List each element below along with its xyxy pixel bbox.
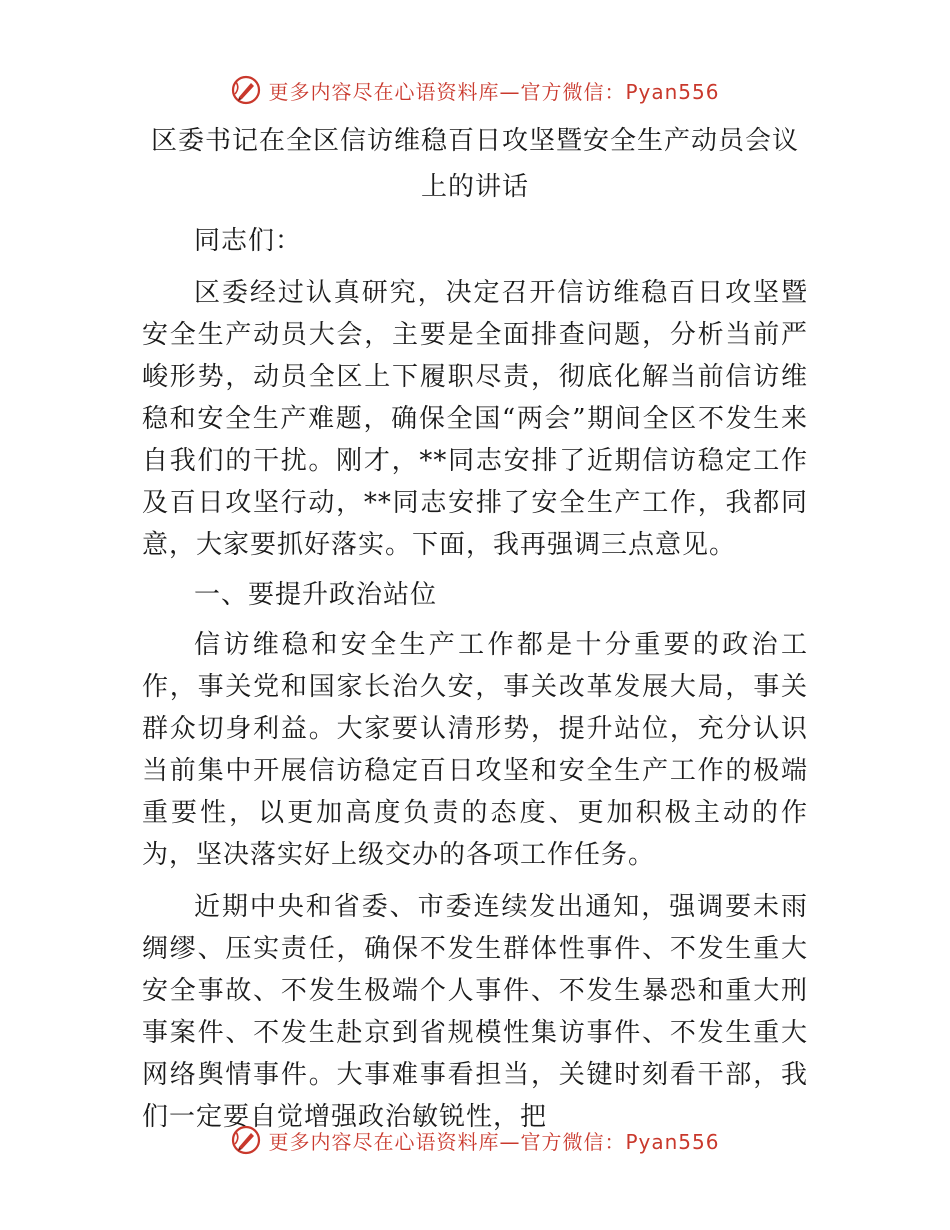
paragraph-intro: 区委经过认真研究，决定召开信访维稳百日攻坚暨安全生产动员大会，主要是全面排查问题，分析当前严峻形势，动员全区上下履职尽责，彻底化解当前信访维稳和安全生产难题，确保全国“两会”期间全区不发生来自我们的干扰。刚才，**同志安排了近期信访稳定工作及百日攻坚行动，**同志安排了安全生产工作，我都同意，大家要抓好落实。下面，我再强调三点意见。 xyxy=(142,278,808,560)
document-title: 区委书记在全区信访维稳百日攻坚暨安全生产动员会议上的讲话 xyxy=(150,126,799,202)
watermark-text: 更多内容尽在心语资料库—官方微信：Pyan556 xyxy=(268,1129,720,1154)
paragraph-central-notice: 近期中央和省委、市委连续发出通知，强调要未雨绸缪、压实责任，确保不发生群体性事件、不发生重大安全事故、不发生极端个人事件、不发生暴恐和重大刑事案件、不发生赴京到省规模性集访事件、不发生重大网络舆情事件。大事难事看担当，关键时刻看干部，我们一定要自觉增强政治敏锐性，把 xyxy=(142,892,808,1132)
pen-logo-icon xyxy=(230,74,262,106)
pen-logo-icon xyxy=(230,1124,262,1156)
header-watermark-banner xyxy=(0,70,950,110)
footer-watermark-banner xyxy=(0,1120,950,1160)
watermark-text: 更多内容尽在心语资料库—官方微信：Pyan556 xyxy=(268,79,720,104)
salutation: 同志们： xyxy=(194,226,303,256)
paragraph-political-stance: 信访维稳和安全生产工作都是十分重要的政治工作，事关党和国家长治久安，事关改革发展大局，事关群众切身利益。大家要认清形势，提升站位，充分认识当前集中开展信访稳定百日攻坚和安全生产工作的极端重要性，以更加高度负责的态度、更加积极主动的作为，坚决落实好上级交办的各项工作任务。 xyxy=(142,630,808,870)
document-body xyxy=(142,118,808,1138)
section-heading-1: 一、要提升政治站位 xyxy=(194,580,438,610)
